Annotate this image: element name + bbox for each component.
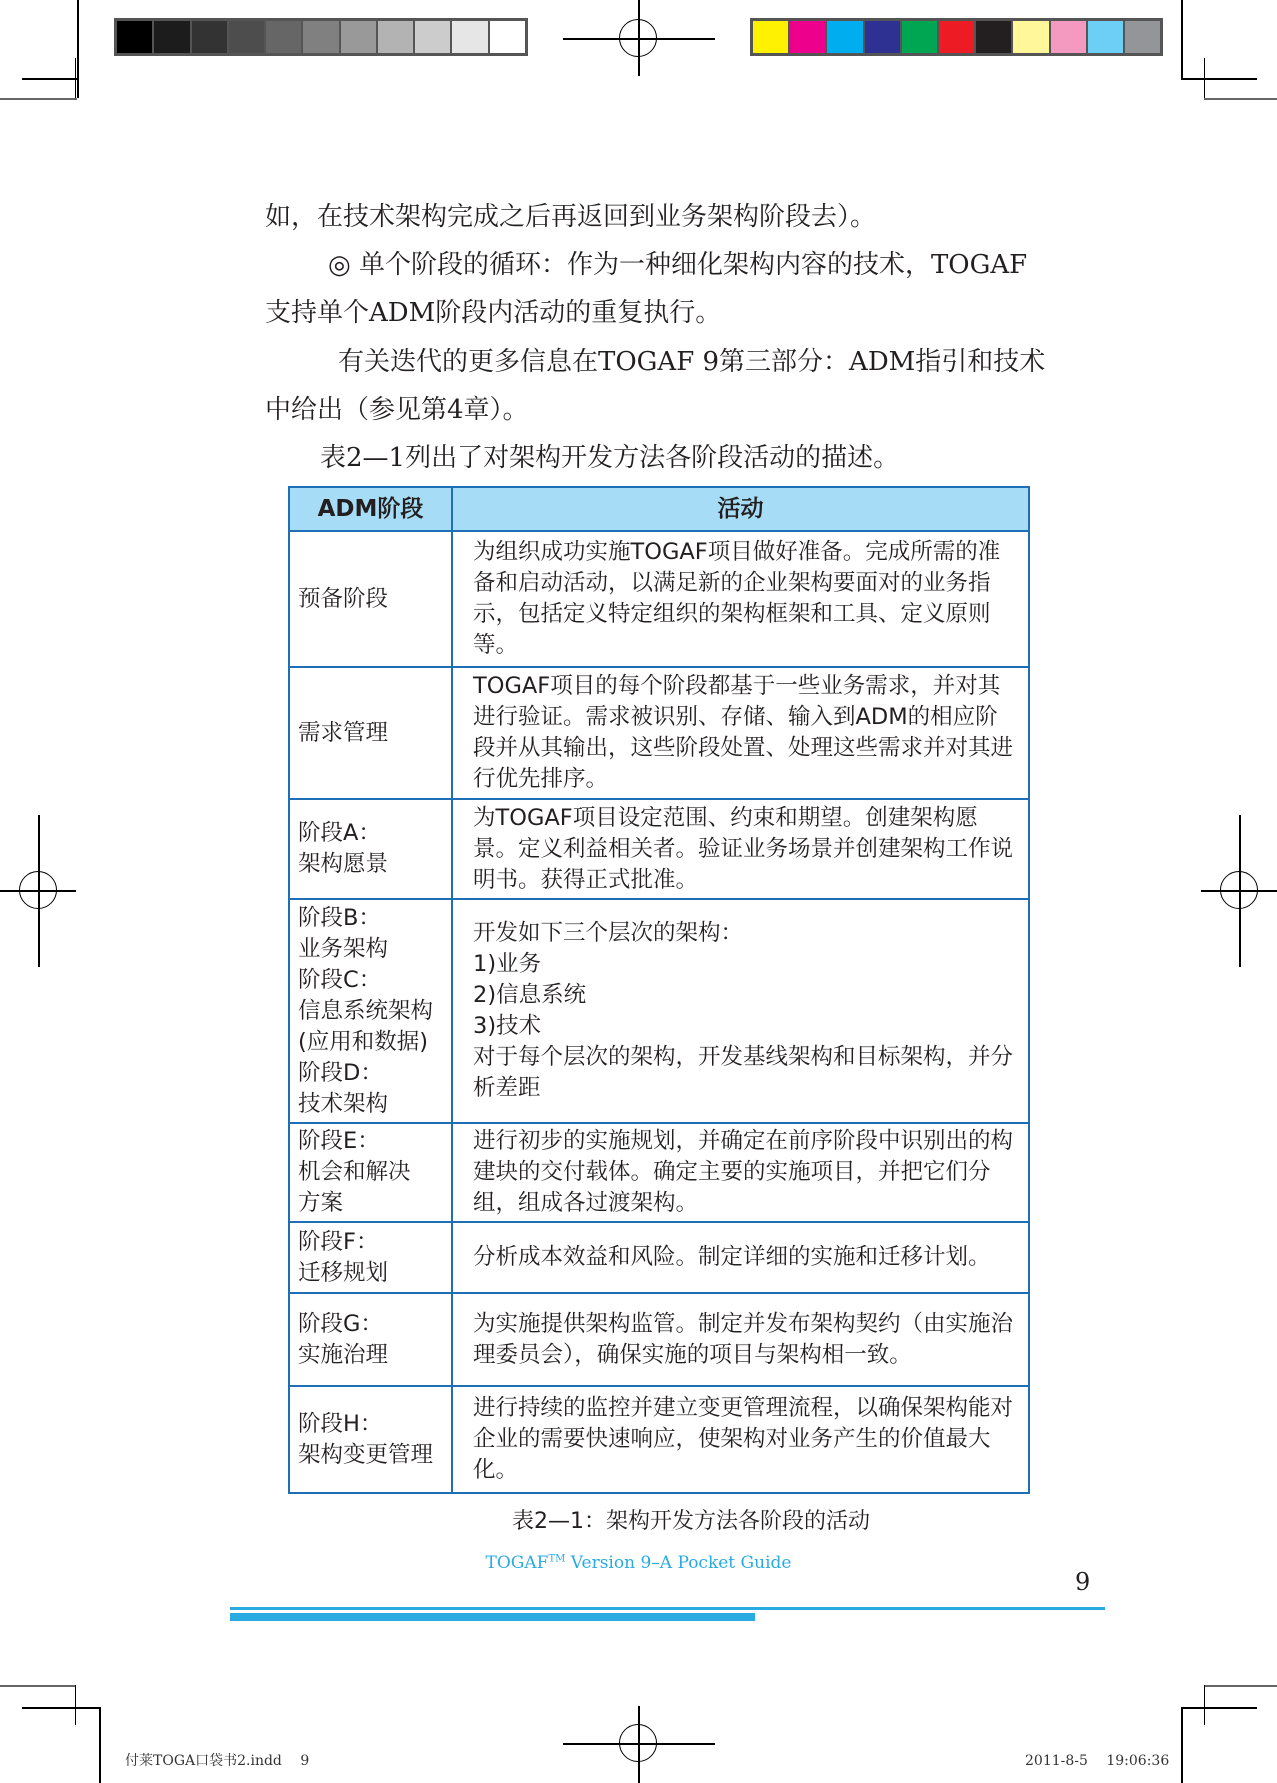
footer-rule-thick (230, 1613, 755, 1621)
table-row (289, 1222, 1029, 1293)
table-row (289, 1386, 1029, 1493)
guide-title: TOGAF (485, 1553, 549, 1573)
phase-cell: 需求管理 (289, 667, 452, 799)
color-swatch (1051, 21, 1088, 53)
color-swatch (266, 21, 303, 53)
crop-mark (0, 98, 77, 100)
color-swatch (753, 21, 790, 53)
slug-datetime: 2011-8-5 19:06:36 (1025, 1753, 1170, 1769)
table-row (289, 667, 1029, 799)
table-caption: 表2—1：架构开发方法各阶段的活动 (512, 1509, 870, 1534)
column-header-phase: ADM阶段 (289, 487, 452, 531)
phase-cell: 阶段B： 业务架构 阶段C： 信息系统架构 (应用和数据) 阶段D： 技术架构 (289, 899, 452, 1123)
crop-mark (1181, 78, 1257, 80)
slug-filename: 付莱TOGA口袋书2.indd 9 (125, 1753, 310, 1769)
color-swatch (415, 21, 452, 53)
registration-mark (619, 19, 657, 57)
color-swatch (303, 21, 340, 53)
body-line: 支持单个ADM阶段内活动的重复执行。 (265, 298, 722, 328)
trademark: TM (548, 1553, 566, 1565)
grayscale-color-bar (114, 18, 528, 56)
crop-mark (75, 1685, 76, 1725)
crop-mark (22, 1707, 100, 1709)
table-row (289, 1123, 1029, 1222)
column-header-activity: 活动 (452, 487, 1029, 531)
phase-cell: 阶段E： 机会和解决 方案 (289, 1123, 452, 1222)
crop-mark (1181, 0, 1183, 78)
activity-cell: TOGAF项目的每个阶段都基于一些业务需求，并对其进行验证。需求被识别、存储、输入到ADM的相应阶段并从其输出，这些阶段处置、处理这些需求并对其进行优先排序。 (452, 667, 1029, 799)
table-row (289, 1293, 1029, 1386)
crop-mark (1204, 58, 1205, 98)
body-line: 表2—1列出了对架构开发方法各阶段活动的描述。 (320, 443, 900, 473)
color-swatch (1125, 21, 1160, 53)
crop-mark (1204, 98, 1277, 100)
color-swatch (192, 21, 229, 53)
color-swatch (378, 21, 415, 53)
activity-cell: 为TOGAF项目设定范围、约束和期望。创建架构愿景。定义利益相关者。验证业务场景并创建架构工作说明书。获得正式批准。 (452, 799, 1029, 899)
color-swatch (902, 21, 939, 53)
body-line: 有关迭代的更多信息在TOGAF 9第三部分：ADM指引和技术 (338, 347, 1046, 377)
process-color-bar (750, 18, 1163, 56)
color-swatch (939, 21, 976, 53)
color-swatch (1013, 21, 1050, 53)
phase-cell: 阶段H： 架构变更管理 (289, 1386, 452, 1493)
color-swatch (229, 21, 266, 53)
color-swatch (827, 21, 864, 53)
activity-cell: 为实施提供架构监管。制定并发布架构契约（由实施治理委员会），确保实施的项目与架构相一致。 (452, 1293, 1029, 1386)
activity-cell: 开发如下三个层次的架构： 1)业务 2)信息系统 3)技术 对于每个层次的架构，开发基线架构和目标架构，并分析差距 (452, 899, 1029, 1123)
table-row (289, 899, 1029, 1123)
color-swatch (341, 21, 378, 53)
color-swatch (452, 21, 489, 53)
crop-mark (1181, 1707, 1183, 1783)
registration-mark (1220, 871, 1258, 909)
crop-mark (75, 58, 76, 98)
phase-cell: 阶段G： 实施治理 (289, 1293, 452, 1386)
crop-mark (1204, 1685, 1277, 1687)
color-swatch (976, 21, 1013, 53)
activity-cell: 为组织成功实施TOGAF项目做好准备。完成所需的准备和启动活动，以满足新的企业架构要面对的业务指示，包括定义特定组织的架构框架和工具、定义原则等。 (452, 531, 1029, 667)
activity-cell: 分析成本效益和风险。制定详细的实施和迁移计划。 (452, 1222, 1029, 1293)
crop-mark (1204, 1685, 1205, 1725)
color-swatch (154, 21, 191, 53)
footer-rule-thin (230, 1607, 1105, 1610)
body-line: ◎ 单个阶段的循环：作为一种细化架构内容的技术，TOGAF (328, 250, 1028, 280)
activity-cell: 进行初步的实施规划，并确定在前序阶段中识别出的构建块的交付载体。确定主要的实施项目，并把它们分组，组成各过渡架构。 (452, 1123, 1029, 1222)
phase-cell: 阶段F： 迁移规划 (289, 1222, 452, 1293)
body-line: 如，在技术架构完成之后再返回到业务架构阶段去）。 (265, 202, 877, 232)
page-number: 9 (1075, 1568, 1091, 1596)
guide-subtitle: Version 9–A Pocket Guide (565, 1553, 792, 1573)
registration-mark (619, 1724, 657, 1762)
color-swatch (865, 21, 902, 53)
crop-mark (22, 78, 78, 80)
adm-phase-table (288, 486, 1030, 1494)
activity-cell: 进行持续的监控并建立变更管理流程，以确保架构能对企业的需要快速响应，使架构对业务产生的价值最大化。 (452, 1386, 1029, 1493)
crop-mark (99, 1707, 101, 1783)
crop-mark (77, 0, 79, 98)
crop-mark (1181, 1707, 1257, 1709)
color-swatch (490, 21, 525, 53)
body-line: 中给出（参见第4章）。 (265, 395, 529, 425)
color-swatch (1088, 21, 1125, 53)
color-swatch (117, 21, 154, 53)
phase-cell: 阶段A： 架构愿景 (289, 799, 452, 899)
crop-mark (0, 1685, 76, 1687)
color-swatch (790, 21, 827, 53)
phase-cell: 预备阶段 (289, 531, 452, 667)
table-row (289, 799, 1029, 899)
table-row (289, 531, 1029, 667)
registration-mark (19, 871, 57, 909)
